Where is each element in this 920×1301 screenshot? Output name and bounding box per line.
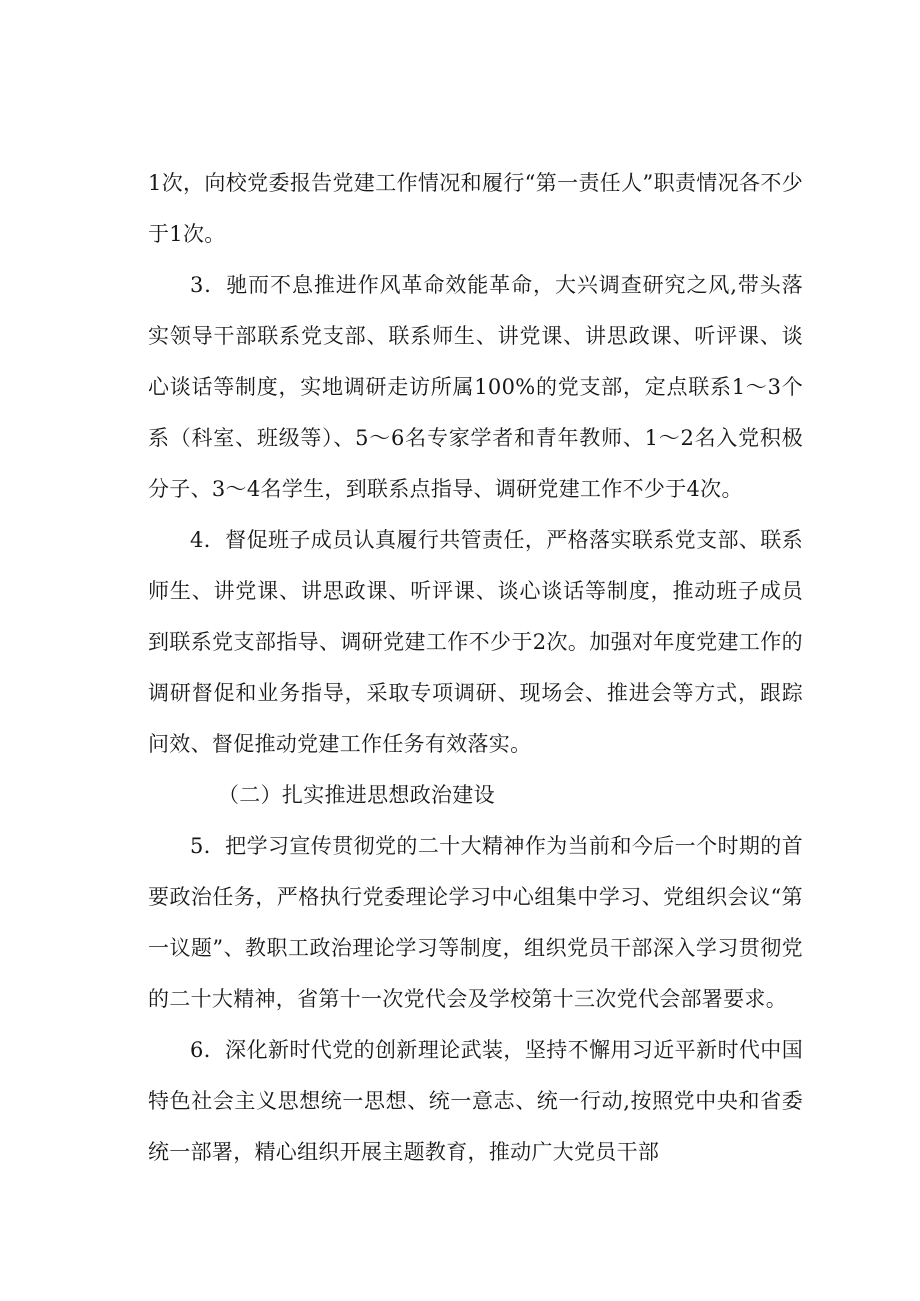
paragraph-item-5: 5．把学习宣传贯彻党的二十大精神作为当前和今后一个时期的首要政治任务，严格执行党委理论学习中心组集中学习、党组织会议“第一议题”、教职工政治理论学习等制度，组织党员干部深入学习贯彻党的二十大精神，省第十一次党代会及学校第十三次党代会部署要求。: [148, 834, 803, 1011]
section-heading: （二）扎实推进思想政治建设: [218, 783, 495, 807]
paragraph-item-4: 4．督促班子成员认真履行共管责任，严格落实联系党支部、联系师生、讲党课、讲思政课、听评课、谈心谈话等制度，推动班子成员到联系党支部指导、调研党建工作不少于2次。加强对年度党建工作的调研督促和业务指导，采取专项调研、现场会、推进会等方式，跟踪问效、督促推动党建工作任务有效落实。: [148, 528, 803, 756]
document-body: [148, 158, 803, 1178]
paragraph-item-3: 3．驰而不息推进作风革命效能革命，大兴调查研究之风,带头落实领导干部联系党支部、联系师生、讲党课、讲思政课、听评课、谈心谈话等制度，实地调研走访所属100%的党支部，定点联系1～3个系（科室、班级等）、5～6名专家学者和青年教师、1～2名入党积极分子、3～4名学生，到联系点指导、调研党建工作不少于4次。: [148, 273, 803, 501]
paragraph-continuation: 1次，向校党委报告党建工作情况和履行“第一责任人”职责情况各不少于1次。: [148, 171, 803, 246]
paragraph-item-6: 6．深化新时代党的创新理论武装，坚持不懈用习近平新时代中国特色社会主义思想统一思想、统一意志、统一行动,按照党中央和省委统一部署，精心组织开展主题教育，推动广大党员干部: [148, 1038, 803, 1164]
